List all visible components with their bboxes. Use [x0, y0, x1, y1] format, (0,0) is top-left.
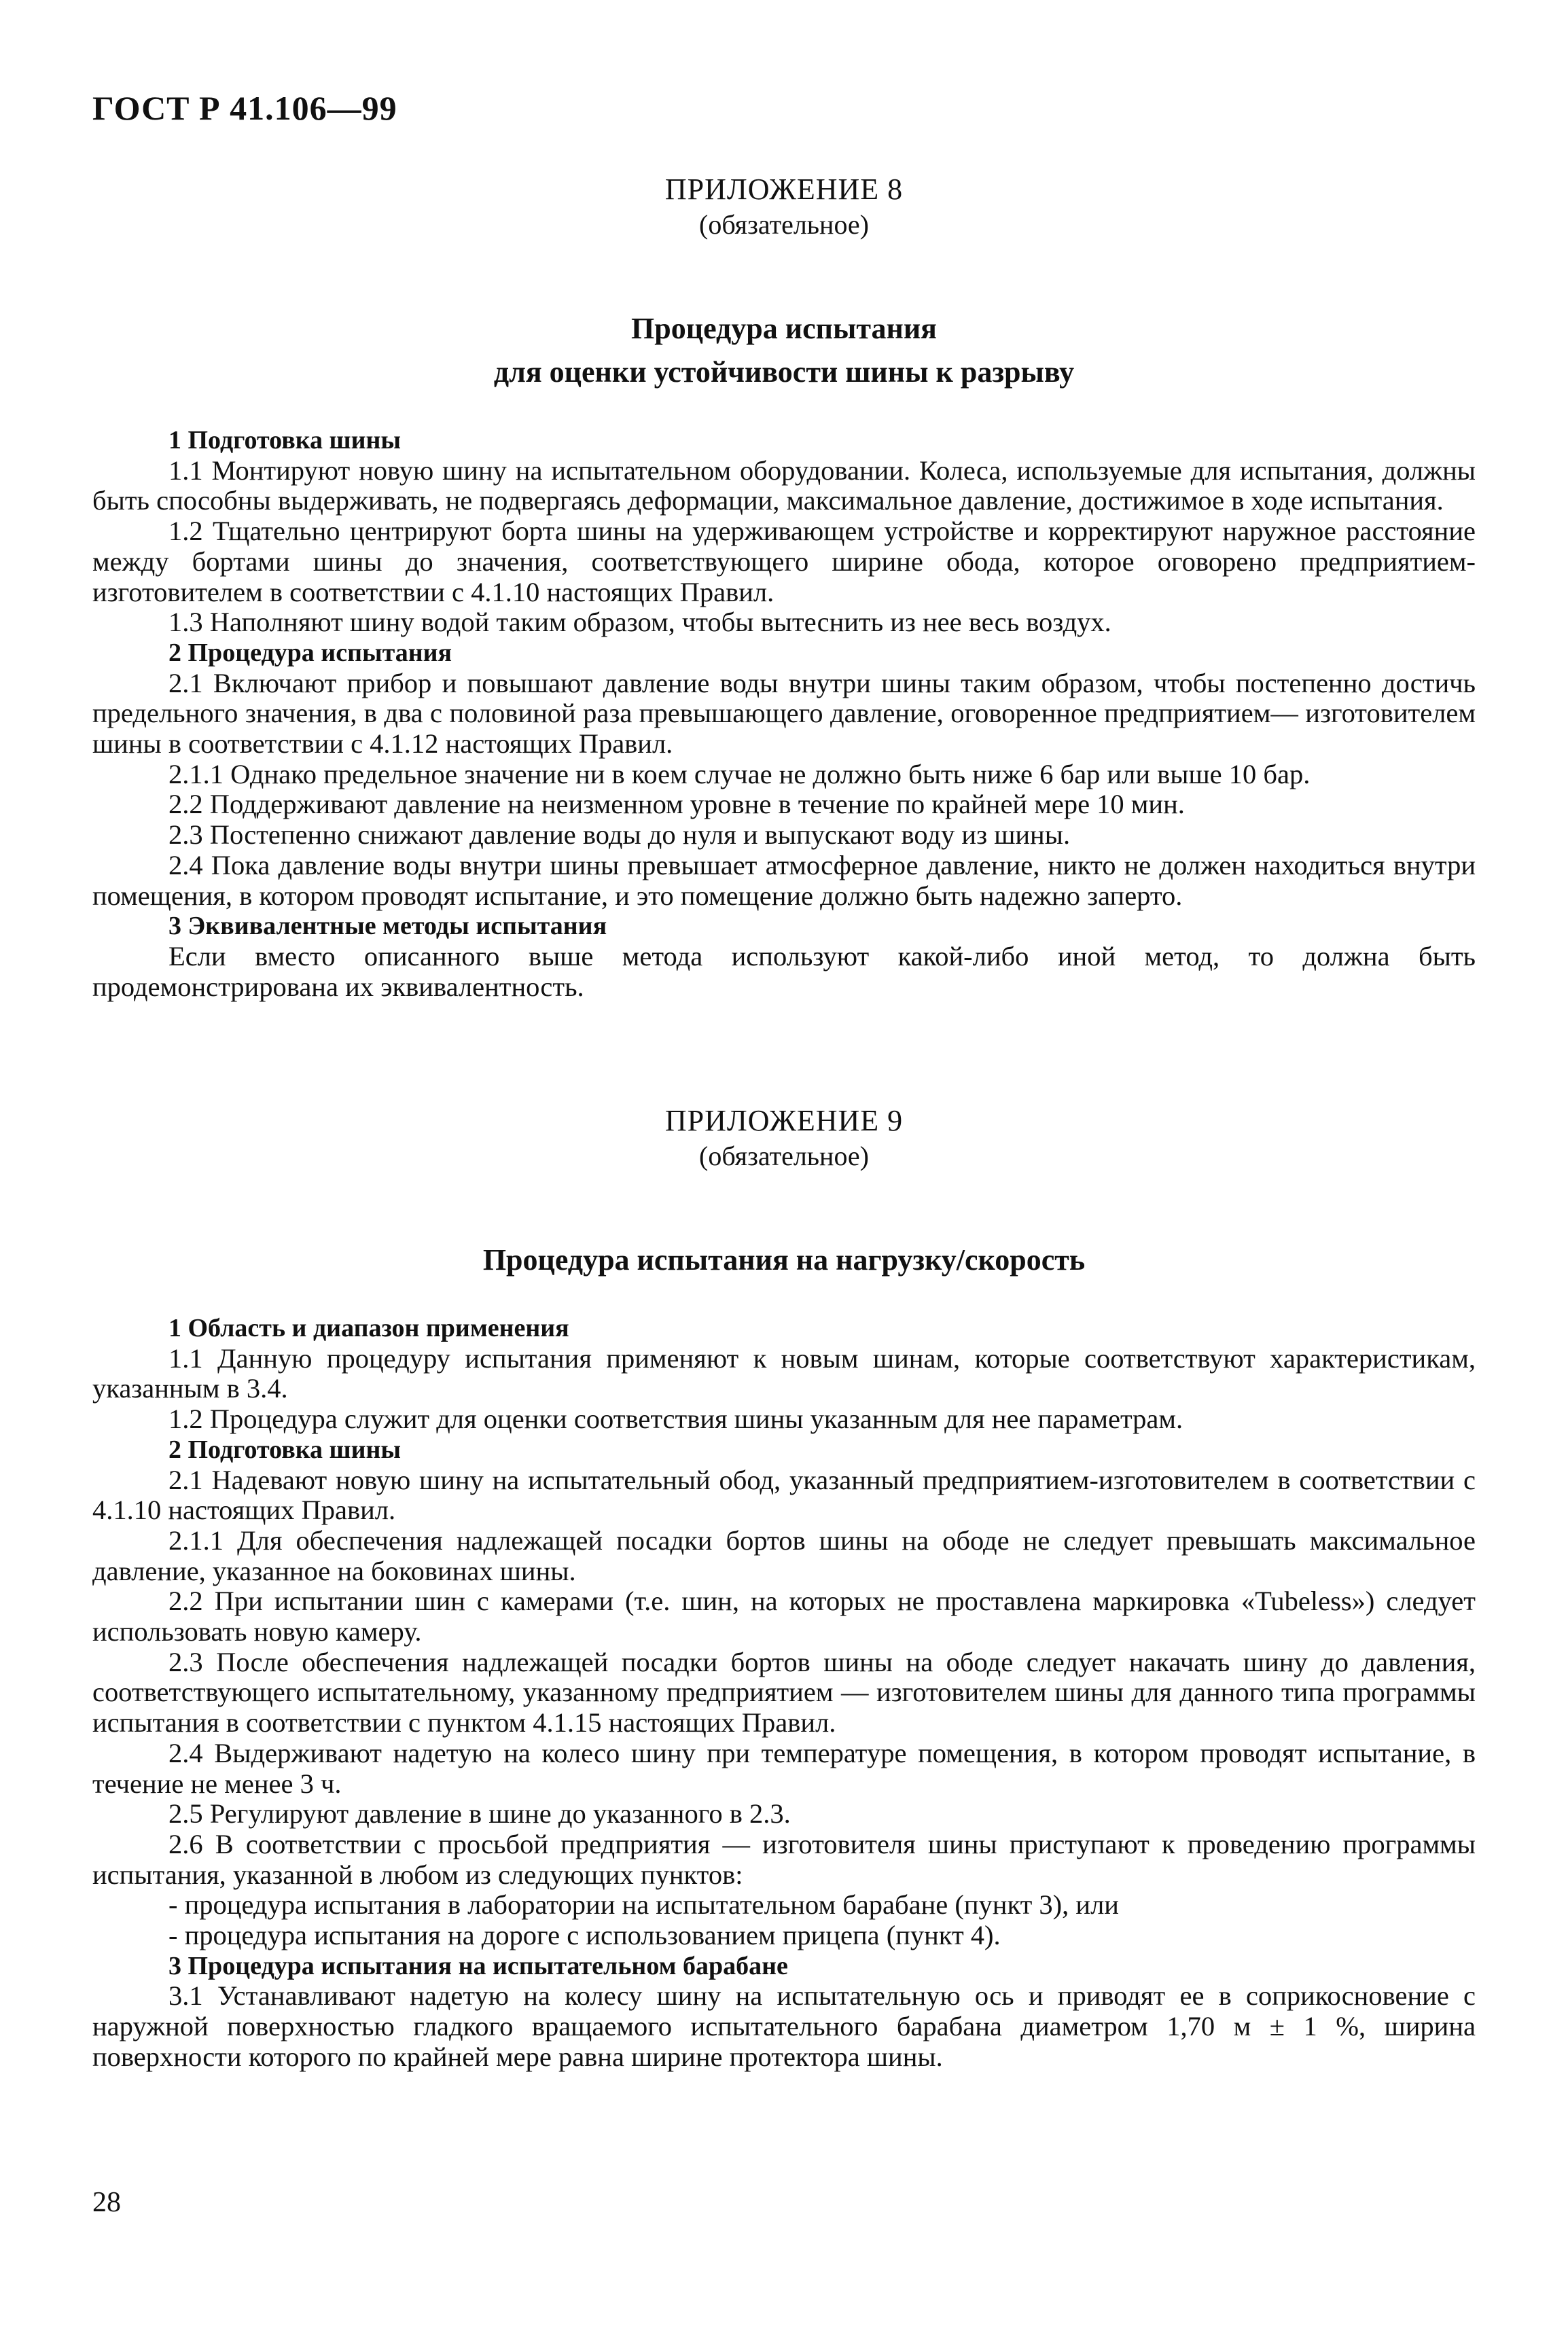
paragraph: 1.2 Процедура служит для оценки соответствия шины указанным для нее параметрам. — [168, 1404, 1183, 1435]
procedure-title — [92, 1238, 1476, 1282]
list-item: - процедура испытания на дороге с использованием прицепа (пункт 4). — [168, 1920, 1001, 1951]
appendix-note: (обязательное) — [699, 1141, 869, 1171]
paragraph: 2.1.1 Однако предельное значение ни в коем случае не должно быть ниже 6 бар или выше 10 бар. — [168, 758, 1311, 789]
paragraph: 2.2 Поддерживают давление на неизменном уровне в течение по крайней мере 10 мин. — [168, 789, 1185, 820]
paragraph: 1.1 Данную процедуру испытания применяют к новым шинам, которые соответствуют характеристикам, указанным в 3.4. — [92, 1342, 1476, 1404]
section-heading: 3 Процедура испытания на испытательном барабане — [168, 1951, 788, 1980]
paragraph: 1.2 Тщательно центрируют борта шины на удерживающем устройстве и корректируют наружное расстояние между бортами шины до значения, соответствующего ширине обода, которое оговорено предприятием-изготовителем в соответствии с 4.1.10 настоящих Правил. — [92, 516, 1476, 607]
paragraph: 2.4 Пока давление воды внутри шины превышает атмосферное давление, никто не должен находиться внутри помещения, в котором проводят испытание, и это помещение должно быть надежно заперто. — [92, 849, 1476, 911]
list-item: - процедура испытания в лаборатории на испытательном барабане (пункт 3), или — [168, 1889, 1119, 1921]
paragraph: 2.1 Включают прибор и повышают давление воды внутри шины таким образом, чтобы постепенно достичь предельного значения, в два с половиной раза превышающего давление, оговоренное предприятием— изготовителем шины в соответствии с 4.1.12 настоящих Правил. — [92, 667, 1476, 760]
paragraph: 3.1 Устанавливают надетую на колесу шину на испытательную ось и приводят ее в соприкосновение с наружной поверхностью гладкого вращаемого испытательного барабана диаметром 1,70 м ± 1 %, ширина поверхности которого по крайней мере равна ширине протектора шины. — [92, 1980, 1476, 2072]
appendix-9 — [92, 1103, 1476, 2073]
paragraph: 1.1 Монтируют новую шину на испытательном оборудовании. Колеса, используемые для испытания, должны быть способны выдерживать, не подвергаясь деформации, максимальное давление, достижимое в ходе испытания. — [92, 454, 1476, 516]
paragraph: 2.5 Регулируют давление в шине до указанного в 2.3. — [168, 1798, 791, 1830]
paragraph: 2.6 В соответствии с просьбой предприятия — изготовителя шины приступают к проведению программы испытания, указанной в любом из следующих пунктов: — [92, 1828, 1476, 1890]
paragraph: 2.3 После обеспечения надлежащей посадки бортов шины на ободе следует накачать шину до давления, соответствующего испытательному, указанному предприятием — изготовителем шины для данного типа программы испытания в соответствии с пунктом 4.1.15 настоящих Правил. — [92, 1646, 1476, 1738]
procedure-title-line: Процедура испытания на нагрузку/скорость — [482, 1243, 1086, 1277]
procedure-title-line: Процедура испытания — [631, 312, 937, 345]
document-header: ГОСТ Р 41.106—99 — [92, 89, 397, 127]
appendix-8 — [92, 171, 1476, 1002]
procedure-title — [92, 307, 1476, 394]
appendix-body — [92, 425, 1476, 1002]
paragraph: 2.2 При испытании шин с камерами (т.е. шин, на которых не проставлена маркировка «Tubeless») следует использовать новую камеру. — [92, 1586, 1476, 1647]
section-heading: 1 Область и диапазон применения — [168, 1314, 569, 1342]
section-heading: 3 Эквивалентные методы испытания — [168, 912, 607, 941]
paragraph: 2.1.1 Для обеспечения надлежащей посадки бортов шины на ободе не следует превышать максимальное давление, указанное на боковинах шины. — [92, 1524, 1476, 1586]
appendix-note: (обязательное) — [699, 209, 869, 240]
paragraph: 2.4 Выдерживают надетую на колесо шину при температуре помещения, в котором проводят испытание, в течение не менее 3 ч. — [92, 1737, 1476, 1799]
paragraph: 2.3 Постепенно снижают давление воды до нуля и выпускают воду из шины. — [168, 819, 1071, 851]
paragraph: 1.3 Наполняют шину водой таким образом, чтобы вытеснить из нее весь воздух. — [168, 607, 1111, 638]
appendix-body — [92, 1313, 1476, 2073]
paragraph: 2.1 Надевают новую шину на испытательный обод, указанный предприятием-изготовителем в соответствии с 4.1.10 настоящих Правил. — [92, 1464, 1476, 1526]
section-heading: 2 Процедура испытания — [168, 638, 452, 667]
page-number: 28 — [92, 2187, 121, 2218]
appendix-title: ПРИЛОЖЕНИЕ 8 — [664, 173, 904, 206]
paragraph: Если вместо описанного выше метода используют какой-либо иной метод, то должна быть продемонстрирована их эквивалентность. — [92, 940, 1476, 1002]
section-heading: 2 Подготовка шины — [168, 1435, 402, 1464]
appendix-title: ПРИЛОЖЕНИЕ 9 — [664, 1104, 904, 1137]
section-heading: 1 Подготовка шины — [168, 426, 402, 454]
procedure-title-line: для оценки устойчивости шины к разрыву — [493, 355, 1075, 389]
